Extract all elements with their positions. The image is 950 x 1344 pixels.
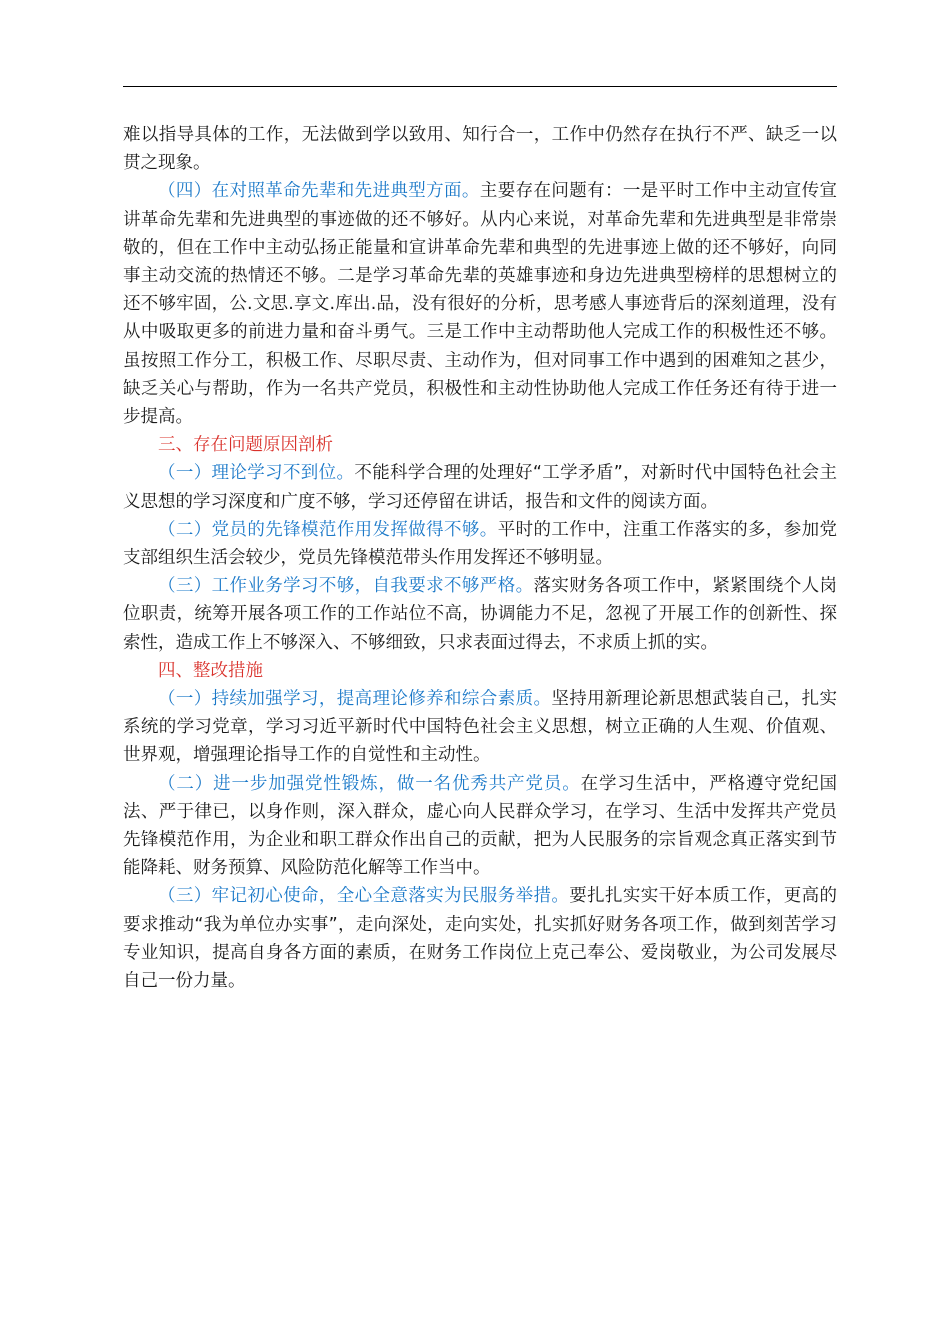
item-text: 平时的工作中，注重工作落实的多，参加党支部组织生活会较少，党员先锋模范带头作用发挥还不够明显。 (123, 519, 838, 569)
paragraph-text: 主要存在问题有：一是平时工作中主动宣传宣讲革命先辈和先进典型的事迹做的还不够好。从内心来说，对革命先辈和先进典型是非常崇敬的，但在工作中主动弘扬正能量和宣讲革命先辈和典型的先进事迹上做的还不够好，向同事主动交流的热情还不够。二是学习革命先辈的英雄事迹和身边先进典型榜样的思想树立的还不够牢固，公.文思.享文.库出.品，没有很好的分析，思考感人事迹背后的深刻道理，没有从中吸取更多的前进力量和奋斗勇气。三是工作中主动帮助他人完成工作的积极性还不够。虽按照工作分工，积极工作、尽职尽责、主动作为，但对同事工作中遇到的困难知之甚少，缺乏关心与帮助，作为一名共产党员，积极性和主动性协助他人完成工作任务还有待于进一步提高。 (123, 181, 838, 428)
item-text: 落实财务各项工作中，紧紧围绕个人岗位职责，统筹开展各项工作的工作站位不高，协调能力不足，忽视了开展工作的创新性、探索性，造成工作上不够深入、不够细致，只求表面过得去，不求质上抓的实。 (123, 576, 838, 653)
paragraph-lead: （四）在对照革命先辈和先进典型方面。 (158, 181, 480, 202)
item-lead: （二）进一步加强党性锻炼，做一名优秀共产党员。 (158, 773, 581, 794)
item-text: 不能科学合理的处理好“工学矛盾”，对新时代中国特色社会主义思想的学习深度和广度不够，学习还停留在讲话，报告和文件的阅读方面。 (123, 463, 837, 512)
item-lead: （三）牢记初心使命，全心全意落实为民服务举措。 (158, 886, 570, 907)
paragraph-revolutionary-models (123, 177, 837, 431)
item-text: 坚持用新理论新思想武装自己，扎实系统的学习党章，学习习近平新时代中国特色社会主义思想，树立正确的人生观、价值观、世界观，增强理论指导工作的自觉性和主动性。 (123, 689, 838, 766)
cause-item-1 (123, 459, 837, 515)
section-heading-cause-analysis: 三、存在问题原因剖析 (158, 435, 333, 456)
item-text: 在学习生活中，严格遵守党纪国法、严于律已，以身作则，深入群众，虚心向人民群众学习，在学习、生活中发挥共产党员先锋模范作用，为企业和职工群众作出自己的贡献，把为人民服务的宗旨观念真正落实到节能降耗、财务预算、风险防范化解等工作当中。 (123, 773, 837, 879)
item-lead: （一）理论学习不到位。 (158, 463, 355, 484)
item-lead: （二）党员的先锋模范作用发挥做得不够。 (158, 519, 498, 540)
cause-item-2 (123, 516, 837, 572)
measure-item-3 (123, 882, 837, 995)
section-heading-rectification: 四、整改措施 (158, 660, 263, 681)
cause-item-3 (123, 572, 837, 657)
measure-item-1 (123, 685, 837, 770)
paragraph-continuation (123, 121, 837, 177)
header-rule (123, 86, 837, 87)
item-text: 要扎扎实实干好本质工作，更高的要求推动“我为单位办实事”，走向深处，走向实处，扎实抓好财务各项工作，做到刻苦学习专业知识，提高自身各方面的素质，在财务工作岗位上克己奉公、爱岗敬业，为公司发展尽自己一份力量。 (123, 886, 837, 992)
item-lead: （三）工作业务学习不够，自我要求不够严格。 (158, 576, 534, 597)
measure-item-2 (123, 770, 837, 883)
document-body (123, 121, 837, 995)
item-lead: （一）持续加强学习，提高理论修养和综合素质。 (158, 689, 552, 710)
paragraph-text: 难以指导具体的工作，无法做到学以致用、知行合一，工作中仍然存在执行不严、缺乏一以贯之现象。 (123, 125, 837, 174)
